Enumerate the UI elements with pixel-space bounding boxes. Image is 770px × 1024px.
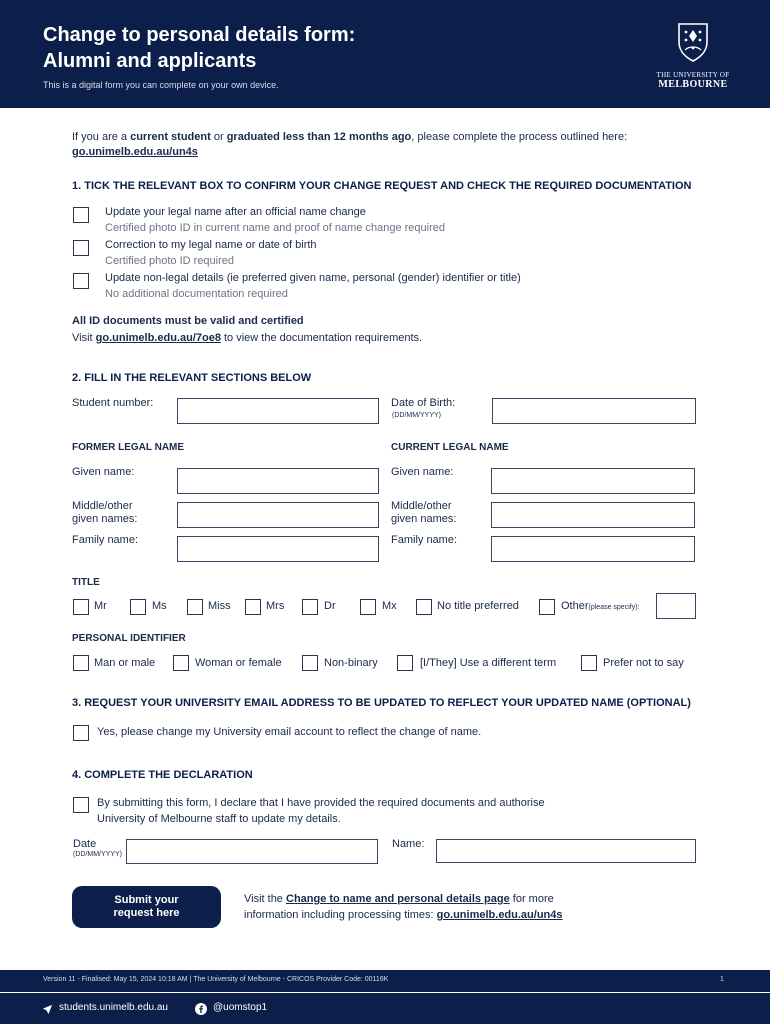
identifier-woman-label: Woman or female <box>195 657 282 669</box>
processing-times-link[interactable]: go.unimelb.edu.au/un4s <box>436 909 563 921</box>
dob-format: (DD/MM/YYYY) <box>392 412 441 419</box>
submit-line-1: Submit your <box>114 894 179 906</box>
title-mr-label: Mr <box>94 600 107 612</box>
option-update-legal-name-label: Update your legal name after an official name change <box>105 206 366 218</box>
title-mrs-label: Mrs <box>266 600 285 612</box>
current-given-label: Given name: <box>391 466 454 478</box>
checkbox-title-other[interactable] <box>539 599 555 615</box>
intro-text <box>72 131 627 143</box>
current-middle-line-2: given names: <box>391 513 457 525</box>
navigation-arrow-icon <box>42 1004 53 1015</box>
checkbox-declaration[interactable] <box>73 797 89 813</box>
former-middle-field[interactable] <box>177 502 379 528</box>
checkbox-title-none[interactable] <box>416 599 432 615</box>
section-1-heading: 1. TICK THE RELEVANT BOX TO CONFIRM YOUR CHANGE REQUEST AND CHECK THE REQUIRED DOCUMENTATION <box>72 180 692 192</box>
footer-links-bar <box>0 993 770 1024</box>
submit-visit-prefix: Visit the <box>244 893 286 905</box>
checkbox-identifier-different-term[interactable] <box>397 655 413 671</box>
personal-details-page-link[interactable]: Change to name and personal details page <box>286 893 510 905</box>
facebook-icon <box>195 1003 207 1015</box>
title-line-1: Change to personal details form: <box>43 24 356 46</box>
option-update-legal-name-note: Certified photo ID in current name and proof of name change required <box>105 222 445 234</box>
submit-info-line-2 <box>244 909 563 921</box>
page-title <box>43 22 355 74</box>
section-2-heading: 2. FILL IN THE RELEVANT SECTIONS BELOW <box>72 372 312 384</box>
former-legal-name-heading: FORMER LEGAL NAME <box>72 442 185 453</box>
checkbox-update-legal-name[interactable] <box>73 207 89 223</box>
checkbox-identifier-man[interactable] <box>73 655 89 671</box>
current-legal-name-heading: CURRENT LEGAL NAME <box>391 442 509 453</box>
option-non-legal-label: Update non-legal details (ie preferred given name, personal (gender) identifier or title) <box>105 272 521 284</box>
title-other-text: Other <box>561 600 589 612</box>
page-number: 1 <box>720 976 724 983</box>
university-logo <box>655 20 731 90</box>
current-family-field[interactable] <box>491 536 695 562</box>
student-number-label: Student number: <box>72 397 154 409</box>
title-miss-label: Miss <box>208 600 231 612</box>
title-other-note: (please specify): <box>588 604 640 611</box>
section-4-heading: 4. COMPLETE THE DECLARATION <box>72 769 253 781</box>
title-none-label: No title preferred <box>437 600 519 612</box>
checkbox-title-mrs[interactable] <box>245 599 261 615</box>
identifier-different-term-label: [I/They] Use a different term <box>420 657 557 669</box>
identifier-prefer-not-label: Prefer not to say <box>603 657 684 669</box>
visit-prefix: Visit <box>72 332 96 344</box>
checkbox-change-email[interactable] <box>73 725 89 741</box>
intro-bold-graduated: graduated less than 12 months ago <box>226 131 412 143</box>
intro-suffix: , please complete the process outlined here: <box>411 131 628 143</box>
checkbox-title-dr[interactable] <box>302 599 318 615</box>
title-line-2: Alumni and applicants <box>43 50 257 72</box>
option-correction-note: Certified photo ID required <box>105 255 235 267</box>
former-family-label: Family name: <box>72 534 139 546</box>
former-given-field[interactable] <box>177 468 379 494</box>
footer-version-text: Version 11 - Finalised: May 15, 2024 10:18 AM | The University of Melbourne - CRICOS Provider Code: 00116K <box>43 976 389 983</box>
id-documents-visit <box>72 332 422 344</box>
checkbox-identifier-woman[interactable] <box>173 655 189 671</box>
social-handle-link[interactable]: @uomstop1 <box>213 1002 268 1013</box>
section-3-heading: 3. REQUEST YOUR UNIVERSITY EMAIL ADDRESS TO BE UPDATED TO REFLECT YOUR UPDATED NAME (OPTIONAL) <box>72 697 691 709</box>
checkbox-title-ms[interactable] <box>130 599 146 615</box>
title-mx-label: Mx <box>382 600 397 612</box>
student-number-field[interactable] <box>177 398 379 424</box>
declaration-date-label: Date <box>73 838 97 850</box>
submit-line-2: request here <box>113 907 180 919</box>
change-email-label: Yes, please change my University email account to reflect the change of name. <box>97 726 482 738</box>
university-crest-icon <box>675 20 711 62</box>
documentation-link[interactable]: go.unimelb.edu.au/7oe8 <box>95 332 221 344</box>
checkbox-title-mx[interactable] <box>360 599 376 615</box>
dob-field[interactable] <box>492 398 696 424</box>
submit-request-button[interactable] <box>72 886 221 928</box>
declaration-name-field[interactable] <box>436 839 696 863</box>
declaration-line-1: By submitting this form, I declare that I have provided the required documents and authorise <box>97 797 545 809</box>
identifier-man-label: Man or male <box>94 657 156 669</box>
declaration-name-label: Name: <box>392 838 425 850</box>
intro-prefix: If you are a <box>72 131 131 143</box>
id-documents-heading: All ID documents must be valid and certified <box>72 315 304 327</box>
former-middle-label <box>72 500 137 526</box>
option-correction-label: Correction to my legal name or date of birth <box>105 239 317 251</box>
logo-line-2: MELBOURNE <box>658 79 728 90</box>
intro-link[interactable]: go.unimelb.edu.au/un4s <box>72 146 198 158</box>
current-middle-field[interactable] <box>491 502 695 528</box>
former-family-field[interactable] <box>177 536 379 562</box>
current-middle-line-1: Middle/other <box>391 500 452 512</box>
option-non-legal-note: No additional documentation required <box>105 288 288 300</box>
former-middle-line-2: given names: <box>72 513 138 525</box>
header-banner <box>0 0 770 108</box>
submit-info-line-1 <box>244 893 554 905</box>
checkbox-title-mr[interactable] <box>73 599 89 615</box>
current-middle-label <box>391 500 456 526</box>
title-ms-label: Ms <box>152 600 167 612</box>
checkbox-correction-legal-name[interactable] <box>73 240 89 256</box>
checkbox-update-non-legal[interactable] <box>73 273 89 289</box>
identifier-non-binary-label: Non-binary <box>324 657 378 669</box>
declaration-line-2: University of Melbourne staff to update my details. <box>97 813 341 825</box>
title-dr-label: Dr <box>324 600 336 612</box>
checkbox-identifier-prefer-not[interactable] <box>581 655 597 671</box>
title-other-field[interactable] <box>656 593 696 619</box>
visit-suffix: to view the documentation requirements. <box>220 332 423 344</box>
personal-identifier-heading: PERSONAL IDENTIFIER <box>72 633 186 644</box>
current-given-field[interactable] <box>491 468 695 494</box>
former-middle-line-1: Middle/other <box>72 500 133 512</box>
declaration-date-field[interactable] <box>126 839 378 864</box>
checkbox-title-miss[interactable] <box>187 599 203 615</box>
declaration-text <box>97 795 545 827</box>
current-family-label: Family name: <box>391 534 458 546</box>
submit-visit-suffix: for more <box>509 893 554 905</box>
page-subtitle: This is a digital form you can complete on your own device. <box>43 80 279 90</box>
checkbox-identifier-non-binary[interactable] <box>302 655 318 671</box>
former-given-label: Given name: <box>72 466 135 478</box>
dob-label: Date of Birth: <box>391 397 456 409</box>
website-link[interactable]: students.unimelb.edu.au <box>59 1002 168 1013</box>
declaration-date-format: (DD/MM/YYYY) <box>73 851 122 858</box>
intro-bold-current-student: current student <box>130 131 211 143</box>
logo-line-1: THE UNIVERSITY OF <box>656 71 730 79</box>
title-heading: TITLE <box>72 577 100 588</box>
submit-line2-prefix: information including processing times: <box>244 909 437 921</box>
title-other-label <box>561 600 639 612</box>
intro-middle: or <box>210 131 227 143</box>
footer-version-bar <box>0 970 770 992</box>
